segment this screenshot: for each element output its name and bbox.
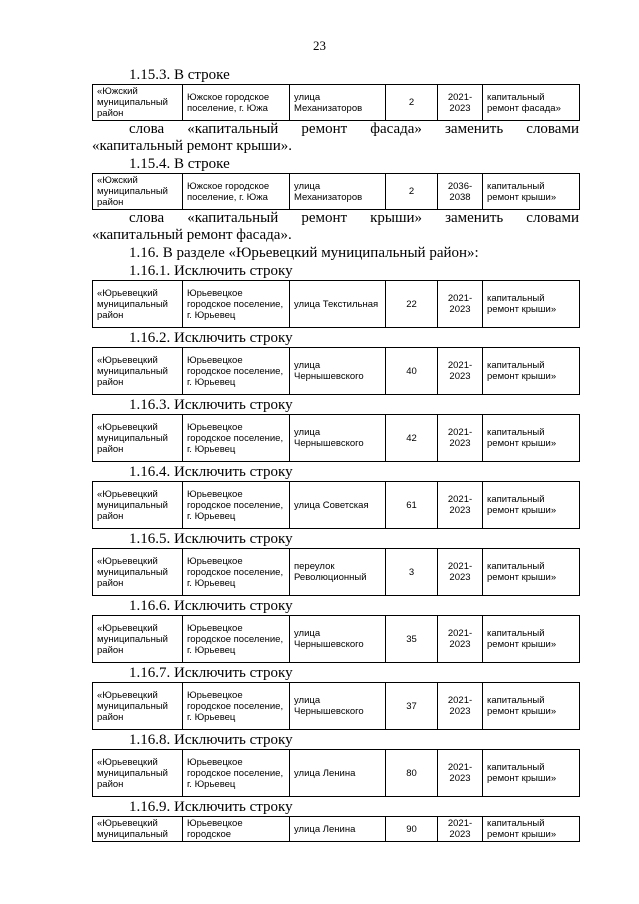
work-type-cell: капитальный ремонт крыши»	[483, 281, 580, 328]
replacement-text: слова «капитальный ремонт крыши» заменить словами	[129, 210, 579, 226]
years-cell: 2021-2023	[438, 415, 483, 462]
house-number-cell: 2	[386, 174, 438, 210]
district-cell: «Южский муниципальный район	[93, 174, 183, 210]
house-number-cell: 40	[386, 348, 438, 395]
exclusion-table	[92, 682, 580, 730]
replacement-text: слова «капитальный ремонт фасада» заменить словами	[129, 121, 579, 137]
exclusion-table	[92, 615, 580, 663]
district-cell: «Юрьевецкий муниципальный район	[93, 281, 183, 328]
table-row	[93, 750, 580, 797]
section-heading: 1.16.2. Исключить строку	[129, 330, 293, 346]
house-number-cell: 3	[386, 549, 438, 596]
exclusion-block	[92, 665, 579, 730]
house-number-cell: 61	[386, 482, 438, 529]
table-row	[93, 348, 580, 395]
exclusion-block	[92, 598, 579, 663]
exclusion-table	[92, 816, 580, 842]
exclusion-block	[92, 531, 579, 596]
work-type-cell: капитальный ремонт крыши»	[483, 750, 580, 797]
house-number-cell: 90	[386, 817, 438, 842]
amendment-table	[92, 84, 580, 121]
street-cell: переулок Революционный	[290, 549, 386, 596]
street-cell: улица Механизаторов	[290, 85, 386, 121]
district-cell: «Юрьевецкий муниципальный район	[93, 750, 183, 797]
table-row	[93, 174, 580, 210]
section-heading: 1.16.6. Исключить строку	[129, 598, 293, 614]
settlement-cell: Юрьевецкое городское поселение, г. Юрьевец	[183, 281, 290, 328]
district-cell: «Юрьевецкий муниципальный район	[93, 549, 183, 596]
work-type-cell: капитальный ремонт крыши»	[483, 348, 580, 395]
replacement-text-continued: «капитальный ремонт крыши».	[92, 138, 292, 154]
years-cell: 2021-2023	[438, 281, 483, 328]
street-cell: улица Чернышевского	[290, 683, 386, 730]
table-row	[93, 415, 580, 462]
house-number-cell: 2	[386, 85, 438, 121]
years-cell: 2021-2023	[438, 683, 483, 730]
street-cell: улица Советская	[290, 482, 386, 529]
years-cell: 2021-2023	[438, 482, 483, 529]
house-number-cell: 42	[386, 415, 438, 462]
exclusion-table	[92, 548, 580, 596]
work-type-cell: капитальный ремонт крыши»	[483, 683, 580, 730]
district-cell: «Юрьевецкий муниципальный	[93, 817, 183, 842]
work-type-cell: капитальный ремонт крыши»	[483, 616, 580, 663]
table-row	[93, 482, 580, 529]
street-cell: улица Чернышевского	[290, 616, 386, 663]
table-row	[93, 549, 580, 596]
section-heading: 1.15.3. В строке	[129, 67, 230, 83]
table-row	[93, 85, 580, 121]
district-cell: «Южский муниципальный район	[93, 85, 183, 121]
years-cell: 2021-2023	[438, 817, 483, 842]
settlement-cell: Юрьевецкое городское поселение, г. Юрьевец	[183, 683, 290, 730]
section-heading: 1.16.1. Исключить строку	[129, 263, 293, 279]
table-row	[93, 616, 580, 663]
work-type-cell: капитальный ремонт крыши»	[483, 549, 580, 596]
settlement-cell: Юрьевецкое городское поселение, г. Юрьевец	[183, 415, 290, 462]
exclusion-table	[92, 347, 580, 395]
work-type-cell: капитальный ремонт крыши»	[483, 817, 580, 842]
house-number-cell: 22	[386, 281, 438, 328]
house-number-cell: 80	[386, 750, 438, 797]
settlement-cell: Юрьевецкое городское поселение, г. Юрьевец	[183, 616, 290, 663]
exclusion-table	[92, 481, 580, 529]
settlement-cell: Юрьевецкое городское поселение, г. Юрьевец	[183, 549, 290, 596]
exclusion-table	[92, 749, 580, 797]
exclusion-block	[92, 397, 579, 462]
settlement-cell: Юрьевецкое городское	[183, 817, 290, 842]
house-number-cell: 35	[386, 616, 438, 663]
settlement-cell: Юрьевецкое городское поселение, г. Юрьевец	[183, 482, 290, 529]
years-cell: 2021-2023	[438, 750, 483, 797]
settlement-cell: Южское городское поселение, г. Южа	[183, 174, 290, 210]
exclusion-block	[92, 732, 579, 797]
document-body	[92, 66, 579, 842]
street-cell: улица Чернышевского	[290, 415, 386, 462]
amendment-table	[92, 173, 580, 210]
exclusion-table	[92, 280, 580, 328]
years-cell: 2021-2023	[438, 616, 483, 663]
street-cell: улица Чернышевского	[290, 348, 386, 395]
district-cell: «Юрьевецкий муниципальный район	[93, 348, 183, 395]
exclusion-list	[92, 263, 579, 797]
district-cell: «Юрьевецкий муниципальный район	[93, 415, 183, 462]
page-number: 23	[313, 38, 326, 53]
exclusion-block	[92, 330, 579, 395]
settlement-cell: Юрьевецкое городское поселение, г. Юрьевец	[183, 348, 290, 395]
replacement-text-continued: «капитальный ремонт фасада».	[92, 227, 292, 243]
section-heading: 1.16.3. Исключить строку	[129, 397, 293, 413]
section-heading: 1.16.9. Исключить строку	[129, 799, 293, 815]
settlement-cell: Южское городское поселение, г. Южа	[183, 85, 290, 121]
section-heading: 1.16.4. Исключить строку	[129, 464, 293, 480]
section-heading: 1.15.4. В строке	[129, 156, 230, 172]
work-type-cell: капитальный ремонт крыши»	[483, 482, 580, 529]
section-heading: 1.16.7. Исключить строку	[129, 665, 293, 681]
house-number-cell: 37	[386, 683, 438, 730]
table-row	[93, 281, 580, 328]
work-type-cell: капитальный ремонт крыши»	[483, 174, 580, 210]
exclusion-block	[92, 464, 579, 529]
work-type-cell: капитальный ремонт фасада»	[483, 85, 580, 121]
district-cell: «Юрьевецкий муниципальный район	[93, 616, 183, 663]
section-heading: 1.16.5. Исключить строку	[129, 531, 293, 547]
street-cell: улица Ленина	[290, 817, 386, 842]
years-cell: 2021-2023	[438, 348, 483, 395]
district-cell: «Юрьевецкий муниципальный район	[93, 683, 183, 730]
years-cell: 2021-2023	[438, 549, 483, 596]
settlement-cell: Юрьевецкое городское поселение, г. Юрьевец	[183, 750, 290, 797]
exclusion-block	[92, 263, 579, 328]
years-cell: 2021-2023	[438, 85, 483, 121]
section-heading: 1.16. В разделе «Юрьевецкий муниципальный район»:	[129, 245, 479, 261]
district-cell: «Юрьевецкий муниципальный район	[93, 482, 183, 529]
work-type-cell: капитальный ремонт крыши»	[483, 415, 580, 462]
years-cell: 2036-2038	[438, 174, 483, 210]
section-heading: 1.16.8. Исключить строку	[129, 732, 293, 748]
table-row	[93, 817, 580, 842]
exclusion-table	[92, 414, 580, 462]
street-cell: улица Текстильная	[290, 281, 386, 328]
table-row	[93, 683, 580, 730]
street-cell: улица Ленина	[290, 750, 386, 797]
street-cell: улица Механизаторов	[290, 174, 386, 210]
